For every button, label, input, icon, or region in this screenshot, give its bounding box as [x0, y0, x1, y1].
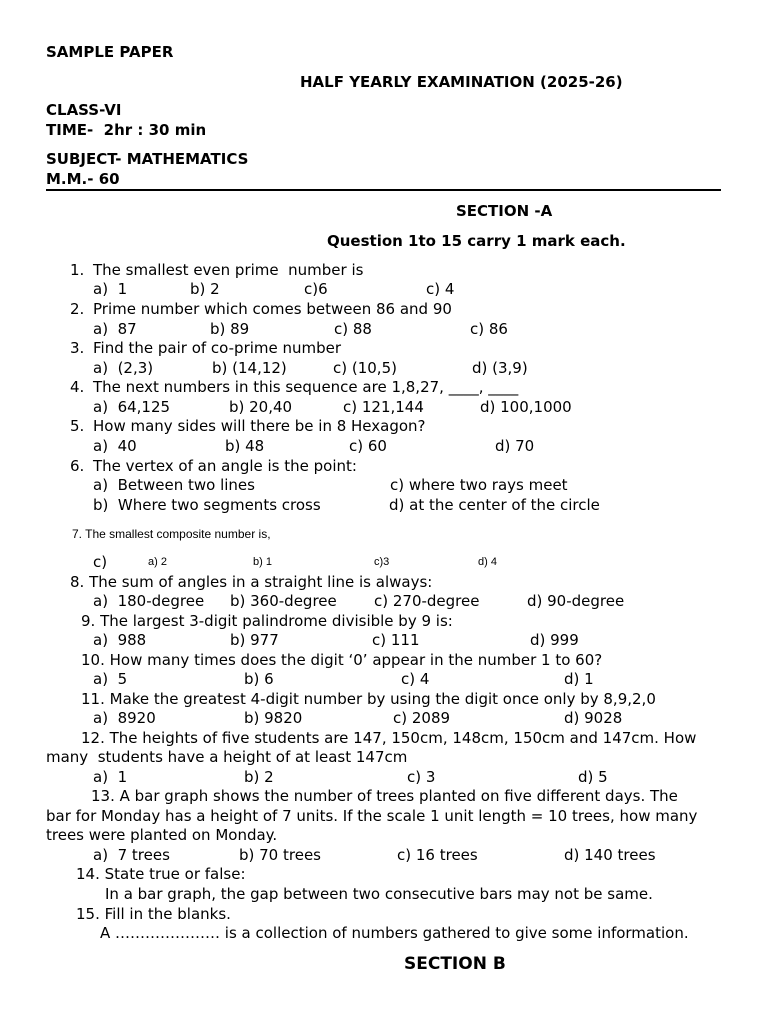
option-b: b) 9820: [244, 709, 303, 727]
question-text-line-2: bar for Monday has a height of 7 units. If the scale 1 unit length = 10 trees, how many: [46, 807, 698, 825]
option-a: a) 1: [93, 280, 128, 298]
option-a: a) (2,3): [93, 359, 154, 377]
option-b: b) 89: [210, 320, 250, 338]
option-a: a) 1: [93, 768, 128, 786]
statement: In a bar graph, the gap between two consecutive bars may not be same.: [105, 885, 653, 903]
option-b: b) 360-degree: [230, 592, 337, 610]
option-b: b) 20,40: [229, 398, 293, 416]
option-b: b) (14,12): [212, 359, 287, 377]
option-c: c) 121,144: [343, 398, 424, 416]
header-divider: [46, 189, 721, 191]
subject-label: SUBJECT- MATHEMATICS: [46, 150, 249, 168]
option-d: d) 4: [478, 556, 497, 568]
option-d: d) (3,9): [472, 359, 528, 377]
option-d: c) 4: [426, 280, 455, 298]
question-number: 5.: [70, 417, 85, 435]
question-text: 15. Fill in the blanks.: [76, 905, 231, 923]
option-c: c)6: [304, 280, 328, 298]
option-b: b) 48: [225, 437, 265, 455]
option-c: c) 60: [349, 437, 387, 455]
question-text-line-1: 13. A bar graph shows the number of trees planted on five different days. The: [91, 787, 678, 805]
option-d: d) 9028: [564, 709, 623, 727]
option-a: a) 988: [93, 631, 147, 649]
option-d: d) 70: [495, 437, 535, 455]
option-c: c) 4: [401, 670, 430, 688]
option-c: c) (10,5): [333, 359, 397, 377]
statement: A ………………… is a collection of numbers gathered to give some information.: [100, 924, 689, 942]
question-text: 9. The largest 3-digit palindrome divisible by 9 is:: [81, 612, 453, 630]
question-text: Find the pair of co-prime number: [93, 339, 342, 357]
section-a-title: SECTION -A: [456, 202, 553, 220]
option-a: a) 87: [93, 320, 137, 338]
option-b: b) 977: [230, 631, 279, 649]
option-d: d) 90-degree: [527, 592, 625, 610]
question-number: 6.: [70, 457, 85, 475]
option-c: c) 111: [372, 631, 420, 649]
option-c: c) 270-degree: [374, 592, 480, 610]
question-text: Prime number which comes between 86 and 90: [93, 300, 452, 318]
option-b: b) 1: [253, 556, 272, 568]
option-c: c) 3: [407, 768, 436, 786]
question-text: How many sides will there be in 8 Hexagon?: [93, 417, 426, 435]
max-marks-label: M.M.- 60: [46, 170, 120, 188]
option-d: d) at the center of the circle: [389, 496, 600, 514]
option-label: c): [93, 553, 108, 571]
option-b: b) 2: [244, 768, 274, 786]
option-b: b) 6: [244, 670, 274, 688]
class-label: CLASS-VI: [46, 101, 122, 119]
question-text: 7. The smallest composite number is,: [72, 527, 271, 541]
question-text: 14. State true or false:: [76, 865, 246, 883]
exam-title: HALF YEARLY EXAMINATION (2025-26): [300, 73, 623, 91]
question-text-line-3: trees were planted on Monday.: [46, 826, 278, 844]
option-c: c) 16 trees: [397, 846, 478, 864]
option-a: a) 64,125: [93, 398, 171, 416]
option-c: c) where two rays meet: [390, 476, 568, 494]
option-a: a) 7 trees: [93, 846, 170, 864]
question-text: The smallest even prime number is: [93, 261, 364, 279]
question-text: 10. How many times does the digit ‘0’ appear in the number 1 to 60?: [81, 651, 603, 669]
question-number: 4.: [70, 378, 85, 396]
option-b: b) 2: [190, 280, 220, 298]
question-text: The vertex of an angle is the point:: [93, 457, 357, 475]
option-c: c) 2089: [393, 709, 451, 727]
question-text: 8. The sum of angles in a straight line is always:: [70, 573, 433, 591]
option-a: a) Between two lines: [93, 476, 255, 494]
option-b: b) Where two segments cross: [93, 496, 321, 514]
section-b-title: SECTION B: [404, 954, 506, 974]
option-b: b) 70 trees: [239, 846, 321, 864]
question-text: 11. Make the greatest 4-digit number by using the digit once only by 8,9,2,0: [81, 690, 656, 708]
option-d: d) 999: [530, 631, 579, 649]
option-c: c) 88: [334, 320, 372, 338]
option-d: d) 100,1000: [480, 398, 572, 416]
option-d: d) 1: [564, 670, 594, 688]
section-a-instruction: Question 1to 15 carry 1 mark each.: [327, 232, 626, 250]
option-a: a) 8920: [93, 709, 156, 727]
option-a: a) 2: [148, 556, 167, 568]
question-number: 1.: [70, 261, 85, 279]
option-d: d) 140 trees: [564, 846, 656, 864]
option-a: a) 40: [93, 437, 137, 455]
question-number: 2.: [70, 300, 85, 318]
question-text: The next numbers in this sequence are 1,8,27, ____, ____: [93, 378, 519, 396]
sample-paper-label: SAMPLE PAPER: [46, 43, 174, 61]
question-number: 3.: [70, 339, 85, 357]
time-label: TIME- 2hr : 30 min: [46, 121, 207, 139]
option-d: c) 86: [470, 320, 508, 338]
option-a: a) 180-degree: [93, 592, 205, 610]
question-text-line-2: many students have a height of at least 147cm: [46, 748, 408, 766]
option-a: a) 5: [93, 670, 128, 688]
question-text-line-1: 12. The heights of five students are 147, 150cm, 148cm, 150cm and 147cm. How: [81, 729, 697, 747]
option-c: c)3: [374, 556, 390, 568]
option-d: d) 5: [578, 768, 608, 786]
